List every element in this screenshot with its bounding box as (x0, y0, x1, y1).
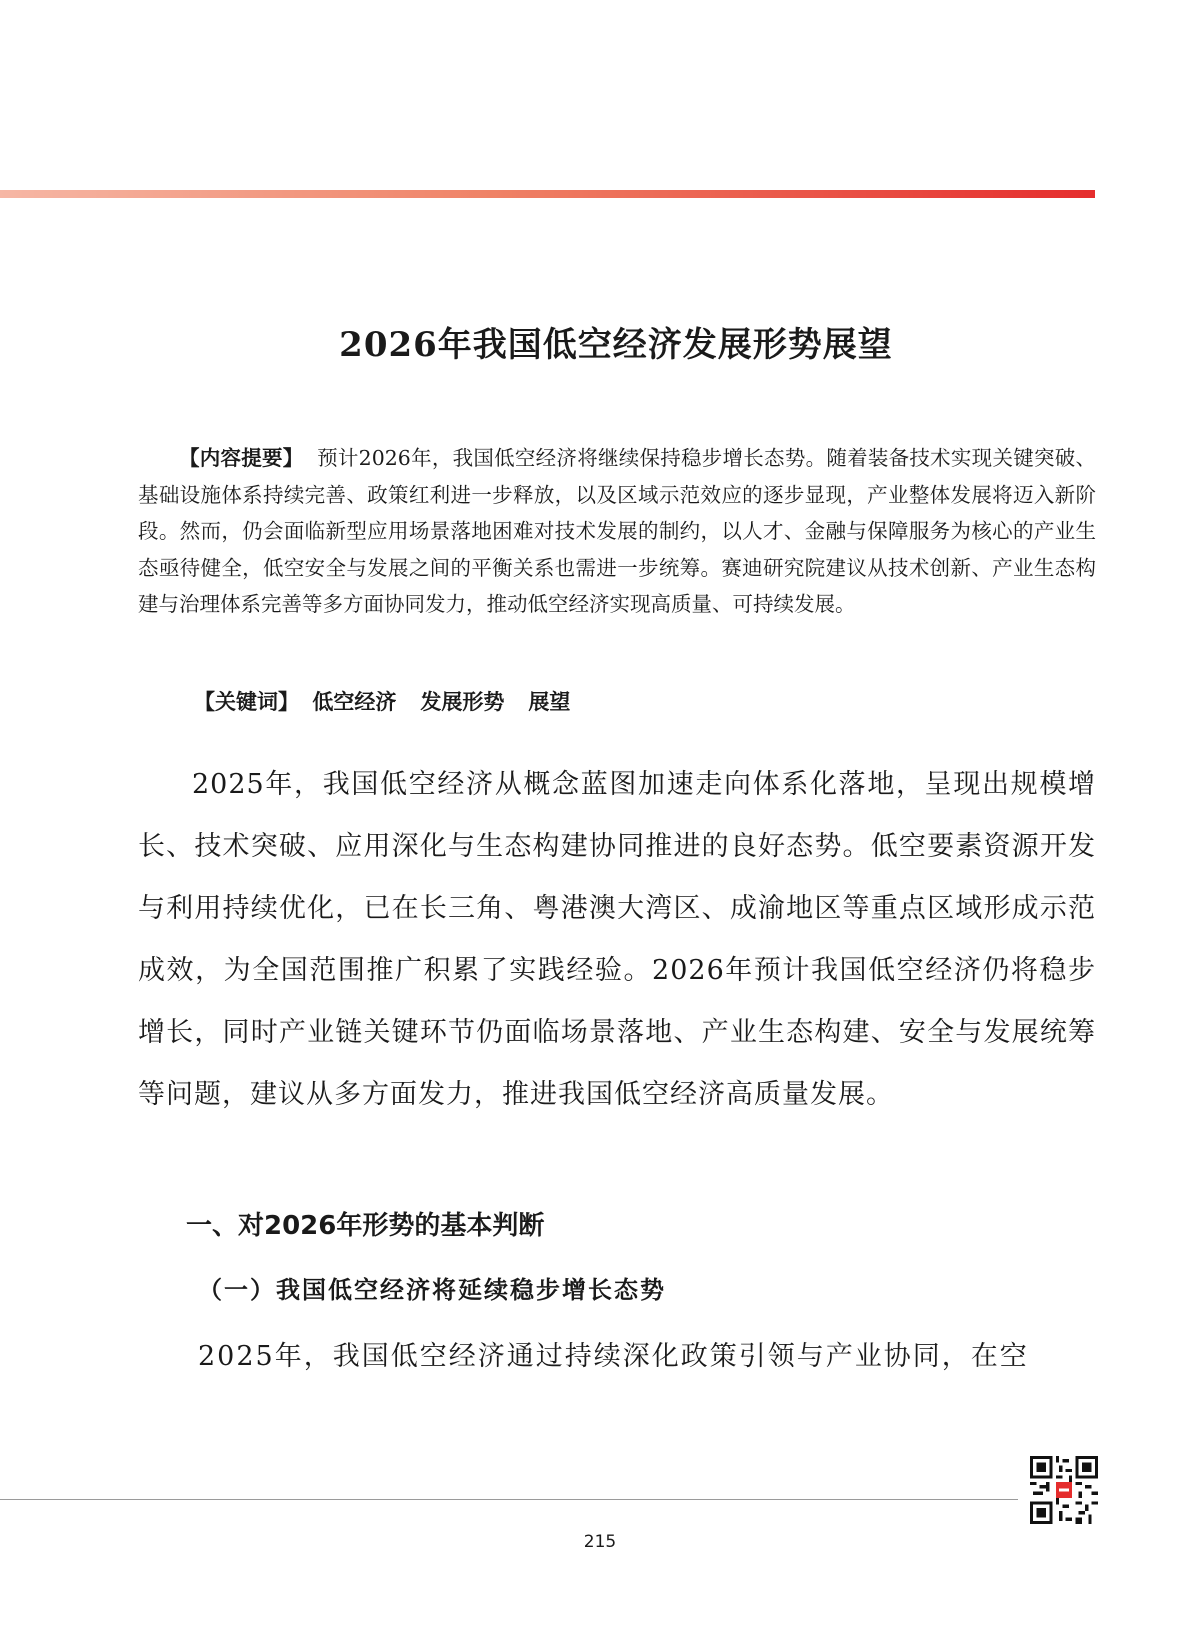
footer-rule (0, 1499, 1018, 1500)
keywords-spacer (299, 690, 312, 714)
keyword-item: 低空经济 (312, 689, 397, 714)
qr-code-icon[interactable] (1030, 1456, 1098, 1524)
keywords-label: 【关键词】 (194, 690, 299, 714)
keyword-item: 展望 (528, 689, 571, 714)
keywords-line (194, 684, 594, 720)
document-title: 2026年我国低空经济发展形势展望 (339, 325, 893, 365)
header-accent-rule (0, 190, 1095, 198)
intro-paragraph: 2025年，我国低空经济从概念蓝图加速走向体系化落地，呈现出规模增长、技术突破、应用深化与生态构建协同推进的良好态势。低空要素资源开发与利用持续优化，已在长三角、粤港澳大湾区、成渝地区等重点区域形成示范成效，为全国范围推广积累了实践经验。2026年预计我国低空经济仍将稳步增长，同时产业链关键环节仍面临场景落地、产业生态构建、安全与发展统筹等问题，建议从多方面发力，推进我国低空经济高质量发展。 (138, 769, 1096, 1110)
section-heading: 一、对2026年形势的基本判断 (186, 1211, 545, 1241)
abstract-text: 预计2026年，我国低空经济将继续保持稳步增长态势。随着装备技术实现关键突破、基础设施体系持续完善、政策红利进一步释放，以及区域示范效应的逐步显现，产业整体发展将迈入新阶段。然而，仍会面临新型应用场景落地困难对技术发展的制约，以人才、金融与保障服务为核心的产业生态亟待健全，低空安全与发展之间的平衡关系也需进一步统筹。赛迪研究院建议从技术创新、产业生态构建与治理体系完善等多方面协同发力，推动低空经济实现高质量、可持续发展。 (138, 446, 1096, 616)
abstract-spacer (304, 446, 318, 470)
subsection-heading: （一）我国低空经济将延续稳步增长态势 (198, 1275, 666, 1304)
abstract-label: 【内容提要】 (179, 446, 304, 470)
keyword-item: 发展形势 (420, 689, 505, 714)
page-number: 215 (583, 1532, 617, 1552)
section-paragraph: 2025年，我国低空经济通过持续深化政策引领与产业协同，在空 (198, 1341, 1029, 1372)
abstract-paragraph (138, 440, 1096, 623)
